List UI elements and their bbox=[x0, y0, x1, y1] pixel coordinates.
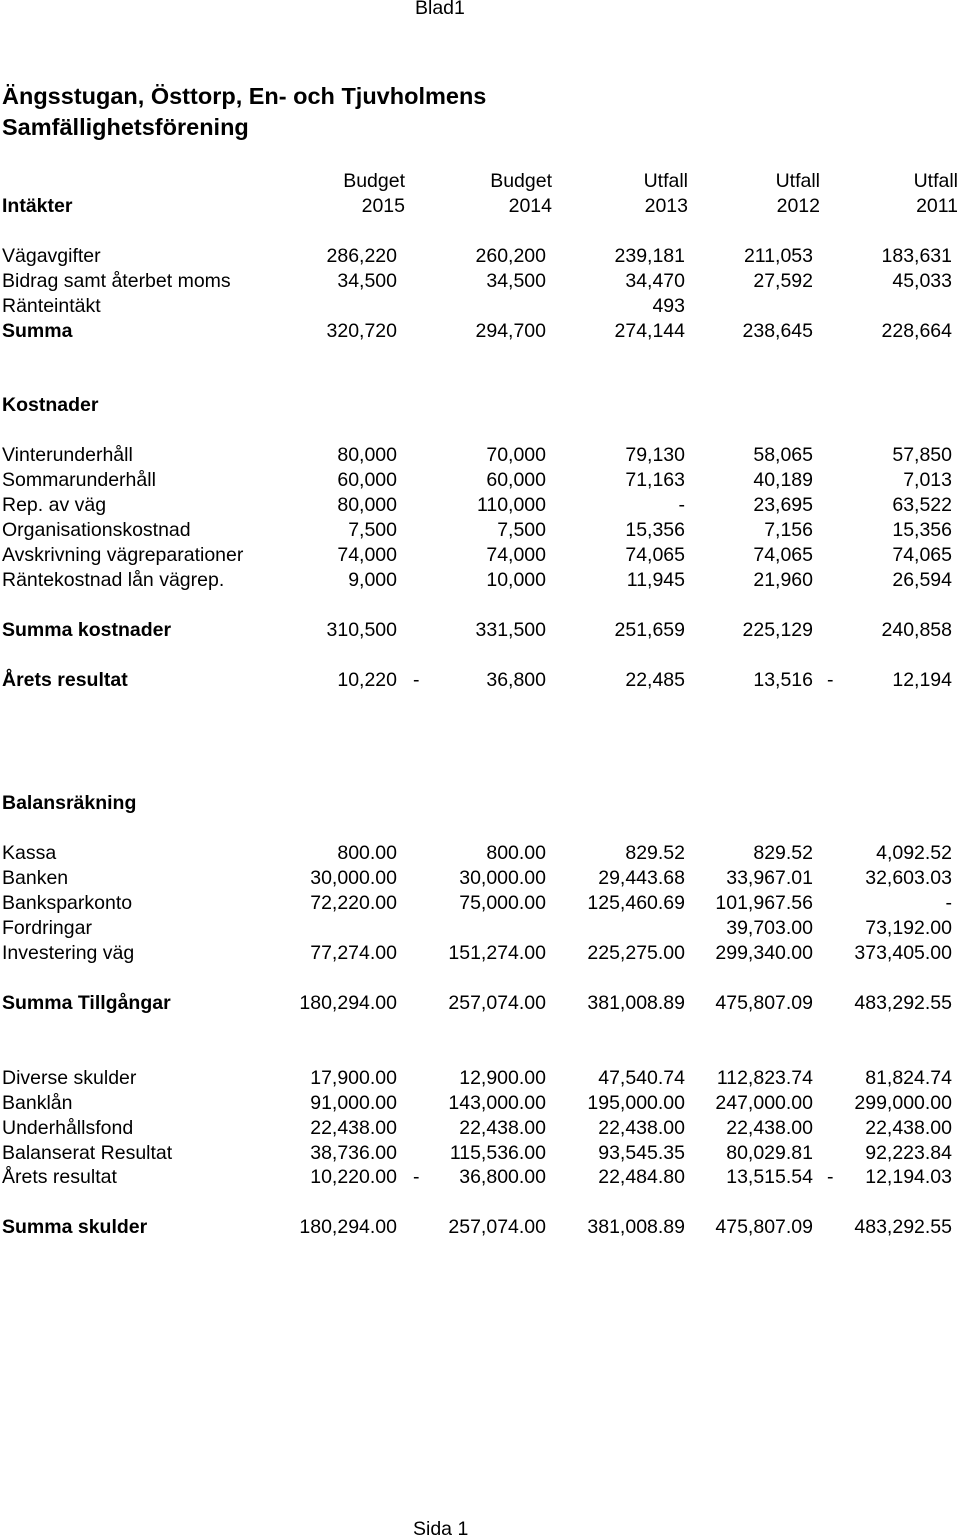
value-cell-2015: 17,900.00 bbox=[310, 1066, 397, 1089]
value-cell-2014: 143,000.00 bbox=[448, 1091, 546, 1114]
value-cell-2012: 33,967.01 bbox=[726, 866, 813, 889]
value-cell-2015: 7,500 bbox=[348, 518, 397, 541]
value-cell-2015: 60,000 bbox=[337, 468, 397, 491]
income-total-row bbox=[0, 319, 960, 344]
value-cell-2014: 10,000 bbox=[486, 568, 546, 591]
value-cell-2012: 27,592 bbox=[753, 269, 813, 292]
liability-row bbox=[0, 1165, 960, 1190]
value-cell-2012: 74,065 bbox=[753, 543, 813, 566]
value-cell-2013: 71,163 bbox=[625, 468, 685, 491]
value-cell-2014: 70,000 bbox=[486, 443, 546, 466]
value-cell-2014: 110,000 bbox=[476, 493, 546, 516]
value-cell-2013: 829.52 bbox=[625, 841, 685, 864]
value-cell-2013: 195,000.00 bbox=[587, 1091, 685, 1114]
row-label: Kassa bbox=[2, 841, 57, 864]
costs-total-row bbox=[0, 618, 960, 643]
cost-row bbox=[0, 543, 960, 568]
value-cell-2013: 79,130 bbox=[625, 443, 685, 466]
value-cell-2011: 63,522 bbox=[892, 493, 952, 516]
value-cell-2015: 22,438.00 bbox=[310, 1116, 397, 1139]
income-row bbox=[0, 244, 960, 269]
value-cell-2011: - 12,194.03 bbox=[827, 1165, 952, 1188]
value-cell-2012: 58,065 bbox=[753, 443, 813, 466]
value-cell-2011: 45,033 bbox=[892, 269, 952, 292]
value-cell-2012: 211,053 bbox=[743, 244, 813, 267]
title-line-1: Ängsstugan, Östtorp, En- och Tjuvholmens bbox=[2, 83, 487, 109]
costs-heading-row bbox=[0, 393, 960, 418]
value-cell-2013: 15,356 bbox=[625, 518, 685, 541]
row-label: Ränteintäkt bbox=[2, 294, 101, 317]
row-label: Summa kostnader bbox=[2, 618, 172, 641]
value-cell-2011: 483,292.55 bbox=[854, 1215, 952, 1238]
column-year-header: 2014 bbox=[508, 194, 552, 217]
value-cell-2014: 151,274.00 bbox=[448, 941, 546, 964]
value-cell-2014: 294,700 bbox=[475, 319, 546, 342]
column-type-header: Budget bbox=[490, 169, 552, 192]
value-cell-2012: 829.52 bbox=[753, 841, 813, 864]
row-label: Årets resultat bbox=[2, 1165, 117, 1188]
asset-row bbox=[0, 891, 960, 916]
value-cell-2012: 475,807.09 bbox=[715, 991, 813, 1014]
value-cell-2014: 12,900.00 bbox=[459, 1066, 546, 1089]
value-cell-2013: 22,485 bbox=[625, 668, 685, 691]
column-type-header-row bbox=[0, 169, 960, 194]
value-cell-2013: 381,008.89 bbox=[587, 991, 685, 1014]
value-cell-2015: 30,000.00 bbox=[310, 866, 397, 889]
value-cell-2015: 80,000 bbox=[337, 443, 397, 466]
value-cell-2014: 75,000.00 bbox=[459, 891, 546, 914]
liability-row bbox=[0, 1116, 960, 1141]
value-cell-2014: 800.00 bbox=[486, 841, 546, 864]
value-cell-2013: 11,945 bbox=[626, 568, 685, 591]
column-year-header: 2012 bbox=[776, 194, 820, 217]
value-cell-2015: 320,720 bbox=[326, 319, 397, 342]
value-cell-2014: 260,200 bbox=[475, 244, 546, 267]
value-cell-2015: 9,000 bbox=[348, 568, 397, 591]
cost-row bbox=[0, 493, 960, 518]
row-label: Vinterunderhåll bbox=[2, 443, 133, 466]
value-cell-2013: 381,008.89 bbox=[587, 1215, 685, 1238]
row-label: Underhållsfond bbox=[2, 1116, 134, 1139]
value-cell-2013: 22,484.80 bbox=[598, 1165, 685, 1188]
value-cell-2011: 32,603.03 bbox=[865, 866, 952, 889]
liability-row bbox=[0, 1141, 960, 1166]
value-cell-2012: 7,156 bbox=[764, 518, 813, 541]
value-cell-2014: 30,000.00 bbox=[459, 866, 546, 889]
sheet-name: Blad1 bbox=[415, 0, 465, 19]
value-cell-2011: 73,192.00 bbox=[865, 916, 952, 939]
value-cell-2013: - bbox=[678, 493, 685, 516]
asset-row bbox=[0, 941, 960, 966]
value-cell-2015: 74,000 bbox=[337, 543, 397, 566]
row-label: Investering väg bbox=[2, 941, 135, 964]
row-label: Banklån bbox=[2, 1091, 73, 1114]
row-label: Vägavgifter bbox=[2, 244, 101, 267]
value-cell-2015: 180,294.00 bbox=[299, 991, 397, 1014]
value-cell-2014: 7,500 bbox=[497, 518, 546, 541]
value-cell-2013: 47,540.74 bbox=[598, 1066, 685, 1089]
value-cell-2013: 34,470 bbox=[625, 269, 685, 292]
income-row bbox=[0, 269, 960, 294]
value-cell-2013: 239,181 bbox=[614, 244, 685, 267]
value-cell-2015: 10,220 bbox=[337, 668, 397, 691]
value-cell-2014: 34,500 bbox=[486, 269, 546, 292]
row-label: Banken bbox=[2, 866, 69, 889]
value-cell-2013: 29,443.68 bbox=[598, 866, 685, 889]
column-year-header: 2015 bbox=[361, 194, 405, 217]
value-cell-2015: 38,736.00 bbox=[310, 1141, 397, 1164]
value-cell-2015: 91,000.00 bbox=[310, 1091, 397, 1114]
value-cell-2013: 274,144 bbox=[614, 319, 685, 342]
value-cell-2014: 257,074.00 bbox=[448, 1215, 546, 1238]
value-cell-2013: 493 bbox=[652, 294, 685, 317]
value-cell-2012: 21,960 bbox=[753, 568, 813, 591]
value-cell-2012: 112,823.74 bbox=[716, 1066, 813, 1089]
value-cell-2011: 81,824.74 bbox=[865, 1066, 952, 1089]
value-cell-2013: 225,275.00 bbox=[587, 941, 685, 964]
row-label: Organisationskostnad bbox=[2, 518, 191, 541]
balance-heading-row bbox=[0, 791, 960, 816]
value-cell-2011: 92,223.84 bbox=[865, 1141, 952, 1164]
liability-row bbox=[0, 1091, 960, 1116]
column-type-header: Budget bbox=[343, 169, 405, 192]
value-cell-2011: 57,850 bbox=[892, 443, 952, 466]
row-label: Bidrag samt återbet moms bbox=[2, 269, 231, 292]
page-footer: Sida 1 bbox=[413, 1518, 469, 1539]
cost-row bbox=[0, 443, 960, 468]
value-cell-2012: 39,703.00 bbox=[726, 916, 813, 939]
row-label: Fordringar bbox=[2, 916, 92, 939]
assets-total-row bbox=[0, 991, 960, 1016]
value-cell-2012: 225,129 bbox=[742, 618, 813, 641]
value-cell-2014: 22,438.00 bbox=[459, 1116, 546, 1139]
value-cell-2014: - 36,800.00 bbox=[413, 1165, 546, 1188]
value-cell-2011: 4,092.52 bbox=[876, 841, 952, 864]
result-row bbox=[0, 668, 960, 693]
income-heading: Intäkter bbox=[2, 194, 73, 217]
value-cell-2011: 299,000.00 bbox=[854, 1091, 952, 1114]
value-cell-2012: 23,695 bbox=[753, 493, 813, 516]
column-year-header: 2011 bbox=[916, 194, 958, 217]
row-label: Summa skulder bbox=[2, 1215, 148, 1238]
value-cell-2012: 299,340.00 bbox=[715, 941, 813, 964]
liabilities-total-row bbox=[0, 1215, 960, 1240]
value-cell-2011: 183,631 bbox=[881, 244, 952, 267]
value-cell-2012: 13,516 bbox=[753, 668, 813, 691]
costs-heading: Kostnader bbox=[2, 393, 99, 416]
row-label: Räntekostnad lån vägrep. bbox=[2, 568, 225, 591]
value-cell-2013: 22,438.00 bbox=[598, 1116, 685, 1139]
value-cell-2012: 247,000.00 bbox=[715, 1091, 813, 1114]
value-cell-2015: 286,220 bbox=[326, 244, 397, 267]
value-cell-2014: 74,000 bbox=[486, 543, 546, 566]
value-cell-2012: 22,438.00 bbox=[726, 1116, 813, 1139]
income-row bbox=[0, 294, 960, 319]
value-cell-2015: 800.00 bbox=[337, 841, 397, 864]
value-cell-2011: 228,664 bbox=[881, 319, 952, 342]
cost-row bbox=[0, 518, 960, 543]
column-type-header: Utfall bbox=[643, 169, 688, 192]
value-cell-2015: 72,220.00 bbox=[310, 891, 397, 914]
title-line-2: Samfällighetsförening bbox=[2, 114, 249, 140]
value-cell-2015: 310,500 bbox=[326, 618, 397, 641]
value-cell-2013: 93,545.35 bbox=[598, 1141, 685, 1164]
balance-heading: Balansräkning bbox=[2, 791, 137, 814]
value-cell-2012: 40,189 bbox=[753, 468, 813, 491]
column-year-header: 2013 bbox=[644, 194, 688, 217]
value-cell-2013: 125,460.69 bbox=[587, 891, 685, 914]
row-label: Sommarunderhåll bbox=[2, 468, 156, 491]
value-cell-2011: 74,065 bbox=[892, 543, 952, 566]
asset-row bbox=[0, 866, 960, 891]
value-cell-2011: - 12,194 bbox=[827, 668, 952, 691]
value-cell-2011: 22,438.00 bbox=[865, 1116, 952, 1139]
row-label: Avskrivning vägreparationer bbox=[2, 543, 244, 566]
liability-row bbox=[0, 1066, 960, 1091]
value-cell-2012: 80,029.81 bbox=[726, 1141, 813, 1164]
value-cell-2015: 34,500 bbox=[337, 269, 397, 292]
value-cell-2011: - bbox=[945, 891, 952, 914]
value-cell-2014: 60,000 bbox=[486, 468, 546, 491]
cost-row bbox=[0, 468, 960, 493]
row-label: Summa bbox=[2, 319, 73, 342]
value-cell-2014: - 36,800 bbox=[413, 668, 546, 691]
row-label: Årets resultat bbox=[2, 668, 128, 691]
value-cell-2014: 257,074.00 bbox=[448, 991, 546, 1014]
value-cell-2011: 7,013 bbox=[903, 468, 952, 491]
row-label: Summa Tillgångar bbox=[2, 991, 171, 1014]
value-cell-2012: 475,807.09 bbox=[715, 1215, 813, 1238]
value-cell-2014: 115,536.00 bbox=[449, 1141, 546, 1164]
row-label: Balanserat Resultat bbox=[2, 1141, 173, 1164]
value-cell-2011: 240,858 bbox=[881, 618, 952, 641]
value-cell-2012: 13,515.54 bbox=[726, 1165, 813, 1188]
value-cell-2013: 74,065 bbox=[625, 543, 685, 566]
row-label: Diverse skulder bbox=[2, 1066, 137, 1089]
value-cell-2012: 238,645 bbox=[742, 319, 813, 342]
column-type-header: Utfall bbox=[913, 169, 958, 192]
asset-row bbox=[0, 841, 960, 866]
value-cell-2011: 373,405.00 bbox=[854, 941, 952, 964]
value-cell-2013: 251,659 bbox=[614, 618, 685, 641]
value-cell-2012: 101,967.56 bbox=[715, 891, 813, 914]
column-year-header-row bbox=[0, 194, 960, 219]
value-cell-2015: 180,294.00 bbox=[299, 1215, 397, 1238]
value-cell-2011: 26,594 bbox=[892, 568, 952, 591]
value-cell-2015: 10,220.00 bbox=[310, 1165, 397, 1188]
cost-row bbox=[0, 568, 960, 593]
value-cell-2014: 331,500 bbox=[475, 618, 546, 641]
row-label: Banksparkonto bbox=[2, 891, 133, 914]
value-cell-2015: 77,274.00 bbox=[310, 941, 397, 964]
column-type-header: Utfall bbox=[775, 169, 820, 192]
value-cell-2015: 80,000 bbox=[337, 493, 397, 516]
value-cell-2011: 15,356 bbox=[892, 518, 952, 541]
row-label: Rep. av väg bbox=[2, 493, 107, 516]
value-cell-2011: 483,292.55 bbox=[854, 991, 952, 1014]
asset-row bbox=[0, 916, 960, 941]
